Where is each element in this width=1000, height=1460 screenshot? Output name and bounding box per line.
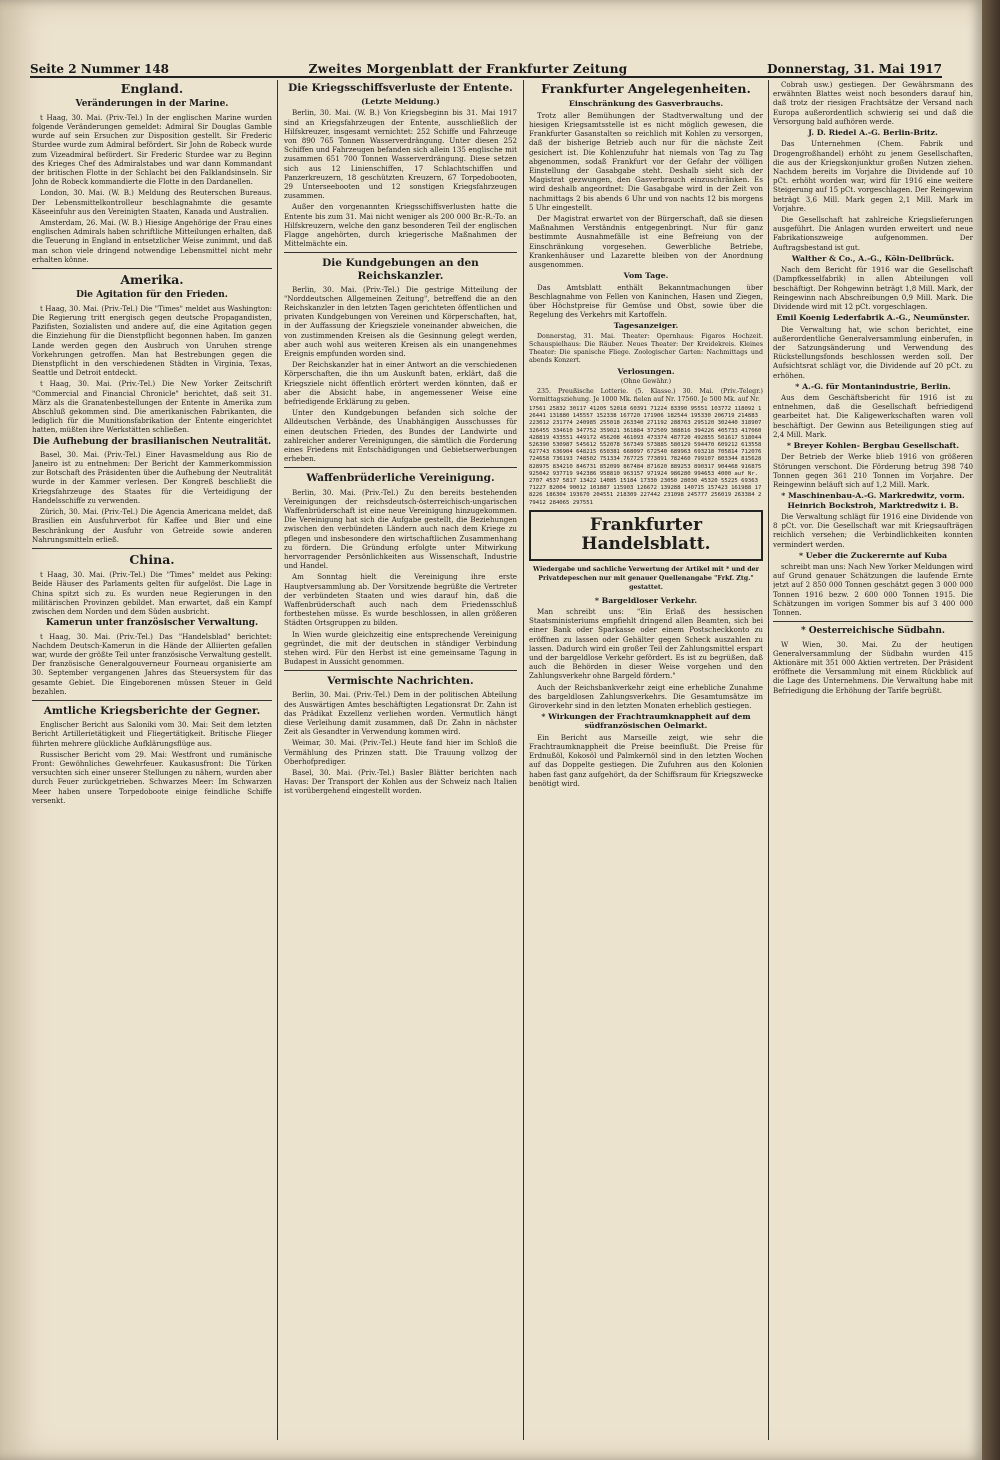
article-paragraph: London, 30. Mai. (W. B.) Meldung des Reuterschen Bureaus. Der Lebensmittelkontrolleur beschlagnahmte die gesamte Käseeinfuhr aus den Vereinigten Staaten, Kanada und Australien.: [32, 188, 272, 216]
article-heading: * Bargeldloser Verkehr.: [594, 595, 698, 605]
article-paragraph: Englischer Bericht aus Saloniki vom 30. Mai: Seit dem letzten Bericht Artillerietätigkeit und Fliegertätigkeit. Britische Flieger führten mehrere glückliche Aufklärungsflüge aus.: [32, 720, 272, 748]
article-heading: Kamerun unter französischer Verwaltung.: [45, 618, 259, 629]
article-paragraph: Man schreibt uns: "Ein Erlaß des hessischen Staatsministeriums empfiehlt dringend allen Beamten, sich bei einer Bank oder Sparkasse oder einem Postscheckkonto zu eröffnen zu lassen oder Gehälter gegen Scheck auszahlen zu lassen. Dadurch wird ein großer Teil der Zahlungsmittel erspart und der bargeldlose Verkehr gefördert. Es ist zu begrüßen, daß auch die Behörden in dieser Weise vorgehen und den Zahlungsverkehr ohne Bargeld fördern.": [529, 606, 763, 681]
column-rule: [768, 80, 769, 1440]
divider: [284, 467, 517, 468]
article-paragraph: 235. Preußische Lotterie. (5. Klasse.) 30. Mai. (Priv.-Telegr.) Vormittagsziehung. Je 1000 Mk. fielen auf Nr. 17560. Je 500 Mk. auf Nr.: [529, 388, 763, 404]
article-heading: J. D. Riedel A.-G. Berlin-Britz.: [808, 128, 938, 138]
article-paragraph: Auch der Reichsbankverkehr zeigt eine erhebliche Zunahme des bargeldlosen Zahlungsverkehrs. Die Gesamtumsätze im Giroverkehr sind in den letzten Monaten erheblich gestiegen.: [529, 682, 763, 710]
divider: [773, 621, 973, 622]
article-heading: Vom Tage.: [623, 271, 669, 281]
page-number: Seite 2 Nummer 148: [30, 62, 170, 76]
section-heading: Amtliche Kriegsberichte der Gegner.: [43, 705, 261, 718]
article-paragraph: Außer den vorgenannten Kriegsschiffsverlusten hatte die Entente bis zum 31. Mai nicht weniger als 200 000 Br.-R.-To. an Hilfskreuzern, welche den ganz besonderen Teil der englischen Flagge angehörten, durch kriegerische Maßnahmen der Mittelmächte ein.: [284, 202, 517, 249]
section-heading: China.: [129, 551, 175, 567]
article-paragraph: Trotz aller Bemühungen der Stadtverwaltung und der hiesigen Kriegsamtsstelle ist es nicht möglich gewesen, die Frankfurter Gasanstalten so reichlich mit Kohlen zu versorgen, daß der bisherige Betrieb auch nur für die nächste Zeit gesichert ist. Die Kohlenzufuhr hat niemals von Tag zu Tag abgenommen, sodaß Frankfurt vor der Gefahr der völligen Einstellung der Gasabgabe steht. Deshalb sieht sich der Magistrat gezwungen, den Gasverbrauch einzuschränken. Es wird deshalb angeordnet: Die Gasabgabe wird in der Zeit von nachmittags 2 bis abends 6 Uhr und von nachts 12 bis morgens 5 Uhr eingestellt.: [529, 110, 763, 212]
article-heading: * Ueber die Zuckerernte auf Kuba: [798, 550, 948, 560]
article-heading: Walther & Co., A.-G., Köln-Dellbrück.: [791, 253, 955, 263]
article-heading: * A.-G. für Montanindustrie, Berlin.: [795, 381, 951, 391]
section-masthead: Frankfurter Handelsblatt.: [529, 510, 763, 561]
reprint-note: Wiedergabe und sachliche Verwertung der Artikel mit * und der Privatdepeschen nur mit genauer Quellenangabe "Frkf. Ztg." gestattet.: [533, 565, 759, 592]
article-paragraph: Ein Bericht aus Marseille zeigt, wie sehr die Frachtraumknappheit die Preise beeinflußt. Die Preise für Erdnußöl, Kokosöl und Palmkernöl sind in den letzten Wochen auf das Doppelte gestiegen. Die Zufuhren aus den Kolonien haben fast ganz aufgehört, da der Schiffsraum für Kriegszwecke benötigt wird.: [529, 732, 763, 788]
article-heading: Tagesanzeiger.: [613, 321, 679, 331]
article-heading: Einschränkung des Gasverbrauchs.: [568, 99, 724, 109]
article-paragraph: Basel, 30. Mai. (Priv.-Tel.) Einer Havasmeldung aus Rio de Janeiro ist zu entnehmen: Der Bericht der Kammerkommission zur Botschaft des Präsidenten über die Aufhebung der Neutralität wurde in der Kammer verlesen. Der Kongreß beschließt die Kriegsfahrzeuge des Staates für die Verteidigung der Handelsschiffe zu verwenden.: [32, 449, 272, 505]
article-paragraph: Weimar, 30. Mai. (Priv.-Tel.) Heute fand hier im Schloß die Vermählung des Prinzen statt. Die Trauung vollzog der Oberhofprediger.: [284, 738, 517, 766]
article-paragraph: Unter den Kundgebungen befanden sich solche der Alldeutschen Verbände, des Unabhängigen Ausschusses für einen deutschen Frieden, des Bundes der Landwirte und zahlreicher anderer Vereinigungen, die sämtlich die Forderung eines Friedens mit Entschädigungen und Gebietserwerbungen erheben.: [284, 408, 517, 464]
article-paragraph: Zürich, 30. Mai. (Priv.-Tel.) Die Agencia Americana meldet, daß Brasilien ein Ausfuhrverbot für Kaffee und Bier und eine Beschränkung der Ausfuhr von Getreide sowie anderen Nahrungsmitteln erließ.: [32, 507, 272, 544]
article-heading: * Breyer Kohlen- Bergbau Gesellschaft.: [786, 441, 960, 451]
article-paragraph: Berlin, 30. Mai. (Priv.-Tel.) Zu den bereits bestehenden Vereinigungen der reichsdeutsch-österreichisch-ungarischen Waffenbrüderschaft ist eine neue Vereinigung hinzugekommen. Die Vereinigung hat sich die Aufgabe gestellt, die Beziehungen zwischen den verbündeten Ländern auch nach dem Kriege zu pflegen und insbesondere den wirtschaftlichen Zusammenhang zu fördern. Die Gründung erfolgte unter Mitwirkung hervorragender Persönlichkeiten aus Wissenschaft, Industrie und Handel.: [284, 487, 517, 571]
page-header: [30, 54, 942, 78]
article-paragraph: Aus dem Geschäftsbericht für 1916 ist zu entnehmen, daß die Gesellschaft befriedigend gearbeitet hat. Die Kaligewerkschaften waren voll beschäftigt. Der Gewinn aus Beteiligungen stieg auf 2,4 Mill. Mark.: [773, 393, 973, 439]
article-paragraph: Basel, 30. Mai. (Priv.-Tel.) Basler Blätter berichten nach Havas: Der Transport der Kohlen aus der Schweiz nach Italien ist vorübergehend eingestellt worden.: [284, 768, 517, 796]
article-paragraph: Berlin, 30. Mai. (Priv.-Tel.) Dem in der politischen Abteilung des Auswärtigen Amtes beschäftigten Legationsrat Dr. Zahn ist das Prädikat Exzellenz verliehen worden. Vermutlich hängt diese Verleihung damit zusammen, daß Dr. Zahn in nächster Zeit als Gesandter in Verwendung kommen wird.: [284, 690, 517, 737]
article-heading: Veränderungen in der Marine.: [75, 99, 229, 110]
article-paragraph: t Haag, 30. Mai. (Priv.-Tel.) In der englischen Marine wurden folgende Veränderungen gemeldet: Admiral Sir Douglas Gamble wurde auf sein Ersuchen zur Disposition gestellt. Sir Frederic Sturdee wurde zum Admiral befördert. Sir John de Robeck wurde zum Vizeadmiral befördert. Sir Frederic Sturdee war zu Beginn des Krieges Chef des Admiralstabes und war dann Kommandant der britischen Flotte in der Schlacht bei den Falklandsinseln. Sir John de Robeck kommandierte die Flotte in den Dardanellen.: [32, 112, 272, 187]
article-paragraph: Donnerstag, 31. Mai. Theater: Opernhaus: Figaros Hochzeit. Schauspielhaus: Die Räuber. Neues Theater: Der Kreidekreis. Kleines Theater: Die spanische Fliege. Zoologischer Garten: Nachmittags und abends Konzert.: [529, 332, 763, 364]
article-subnote: (Ohne Gewähr.): [620, 378, 672, 386]
article-paragraph: In Wien wurde gleichzeitig eine entsprechende Vereinigung gegründet, die mit der deutschen in ständiger Verbindung stehen wird. Für den Herbst ist eine gemeinsame Tagung in Budapest in Aussicht genommen.: [284, 629, 517, 667]
article-paragraph: Das Unternehmen (Chem. Fabrik und Drogengroßhandel) erhöht zu jenem Gesellschaften, die aus der Kriegskonjunktur großen Nutzen ziehen. Nachdem bereits im Vorjahre die Dividende auf 10 pCt. erhöht worden war, wird für 1916 eine weitere Steigerung auf 15 pCt. vorgeschlagen. Der Reingewinn beträgt 3,6 Mill. Mark gegen 2,1 Mill. Mark im Vorjahre.: [773, 139, 973, 213]
article-heading: Die Agitation für den Frieden.: [76, 290, 228, 301]
column-3: [529, 80, 763, 1450]
section-heading: Amerika.: [120, 271, 184, 287]
article-heading: * Wirkungen der Frachtraumknappheit auf dem südfranzösischen Oelmarkt.: [541, 712, 751, 731]
article-paragraph: Nach dem Bericht für 1916 war die Gesellschaft (Dampfkesselfabrik) in allen Abteilungen voll beschäftigt. Der Rohgewinn beträgt 1,8 Mill. Mark, der Reingewinn nach Abschreibungen 0,9 Mill. Mark. Die Dividende wird mit 12 pCt. vorgeschlagen.: [773, 265, 973, 311]
divider: [32, 700, 272, 701]
article-heading: Emil Koenig Lederfabrik A.-G., Neumünster.: [776, 313, 970, 323]
article-paragraph: Die Verwaltung hat, wie schon berichtet, eine außerordentliche Generalversammlung einberufen, in der Satzungsänderung und Verwendung des Rückstellungsfonds beschlossen werden soll. Der Aufsichtsrat schlägt vor, die Dividende auf 20 pCt. zu erhöhen.: [773, 324, 973, 380]
edition-title: Zweites Morgenblatt der Frankfurter Zeitung: [308, 62, 628, 76]
article-paragraph: t Haag, 30. Mai. (Priv.-Tel.) Das "Handelsblad" berichtet: Nachdem Deutsch-Kamerun in die Hände der Alliierten gefallen war, wurde der größte Teil unter französische Verwaltung gestellt. Der französische Generalgouverneur Fourneau organisierte am 30. September vergangenen Jahres das Steuersystem für das gesamte Gebiet. Die Eingeborenen müssen Steuer in Geld bezahlen.: [32, 631, 272, 696]
section-heading: Vermischte Nachrichten.: [327, 675, 474, 688]
section-heading: Waffenbrüderliche Vereinigung.: [306, 472, 495, 485]
article-paragraph: Der Reichskanzler hat in einer Antwort an die verschiedenen Körperschaften, die ihn um Auskunft baten, erklärt, daß die Kriegsziele nicht öffentlich erörtert werden könnten, daß er aber die Absicht habe, in angemessener Weise eine befriedigende Erklärung zu geben.: [284, 360, 517, 407]
article-paragraph: W Wien, 30. Mai. Zu der heutigen Generalversammlung der Südbahn wurden 415 Aktionäre mit 351 000 Aktien vertreten. Der Präsident eröffnete die Versammlung mit einem Rückblick auf die Lage des Unternehmens. Die Verwaltung habe mit Befriedigung die Erhöhung der Tarife begrüßt.: [773, 639, 973, 695]
lottery-number-list: 17561 25832 30117 41205 52018 60391 71224 83390 95551 103772 118092 126441 131880 145557 152338 167720 171906 182544 195330 206719 214883 223012 231774 240985 255018 263340 271192 288763 295120 302440 318907 326455 334610 347752 359021 361884 372509 388816 394226 405733 417060 428819 433551 449172 456208 461093 473374 487720 492855 501617 518044 526390 530987 545612 552078 567349 573885 580129 594470 609212 613558 627743 636904 648215 650381 668097 672540 689963 693218 705814 712076 724658 736193 748502 751334 767725 773891 782460 799107 803344 815628 828975 834210 846731 852099 867484 871620 889253 890317 904468 916875 925042 937719 942386 958810 963157 971924 986280 994653 4000 auf Nr. 2707 4537 5817 13422 14085 15184 17330 23050 28030 45320 55225 69363 71227 82004 90012 101887 115903 126672 139288 140715 157423 161988 178226 186304 193670 204551 218309 227442 231098 245777 256019 263384 279412 284065 297551: [529, 406, 762, 506]
book-binding-edge: [982, 0, 1000, 1460]
article-paragraph: Berlin, 30. Mai. (Priv.-Tel.) Die gestrige Mitteilung der "Norddeutschen Allgemeinen Zeitung", betreffend die an den Reichskanzler in den letzten Tagen gerichteten öffentlichen und privaten Kundgebungen von Vereinen und Körperschaften, hat, in der Auffassung der Kriegsziele voneinander abweichen, die von zustimmenden Kreisen als die Gesinnung gelegt werden, aber auch wohl aus weiteren Kreisen als ein unangenehmes Ereignis empfunden worden sind.: [284, 284, 517, 358]
article-paragraph: t Haag, 30. Mai. (Priv.-Tel.) Die "Times" meldet aus Peking: Beide Häuser des Parlaments gelten für aufgelöst. Die Lage in China spitzt sich zu. Es wurden neue Regierungen in den militärischen Provinzen gebildet. Man erwartet, daß ein Kampf zwischen dem Norden und dem Süden ausbricht.: [32, 570, 272, 617]
article-heading: * Oesterreichische Südbahn.: [800, 626, 946, 637]
issue-date: Donnerstag, 31. Mai 1917: [767, 62, 942, 76]
article-paragraph: Russischer Bericht vom 29. Mai: Westfront und rumänische Front: Gewöhnliches Gewehrfeuer. Kaukasusfront: Die Türken versuchten sich einer unserer Stellungen zu nähern, wurden aber durch Feuer zurückgetrieben. Schwarzes Meer: Im Schwarzen Meer haben unsere Torpedoboote einige feindliche Schiffe versenkt.: [32, 749, 272, 805]
article-heading: Die Aufhebung der brasilianischen Neutralität.: [32, 436, 272, 447]
column-1: [32, 80, 272, 1450]
article-paragraph: Amsterdam, 26. Mai. (W. B.) Hiesige Angehörige der Frau eines englischen Admirals haben schriftliche Mitteilungen erhalten, daß die Teuerung in England in entsetzlicher Weise zunimmt, und daß man schon viele dringend notwendige Lebensmittel nicht mehr erhalten könne.: [32, 217, 272, 264]
article-paragraph: Der Betrieb der Werke blieb 1916 von größeren Störungen verschont. Die Förderung betrug 398 740 Tonnen gegen 361 210 Tonnen im Vorjahre. Der Reingewinn beläuft sich auf 1,2 Mill. Mark.: [773, 452, 973, 490]
article-paragraph: Das Amtsblatt enthält Bekanntmachungen über Beschlagnahme von Fellen von Kaninchen, Hasen und Ziegen, über Höchstpreise für Gemüse und Obst, sowie über die Regelung des Verkehrs mit Kartoffeln.: [529, 282, 763, 320]
article-paragraph: Die Verwaltung schlägt für 1916 eine Dividende von 8 pCt. vor. Die Gesellschaft war mit Kriegsaufträgen reichlich versehen; die Verbindlichkeiten konnten vermindert werden.: [773, 511, 973, 549]
article-paragraph: t Haag, 30. Mai. (Priv.-Tel.) Die New Yorker Zeitschrift "Commercial and Financial Chronicle" berichtet, daß seit 31. März als die Granatenbestellungen der Entente in Amerika zum Abschluß gekommen sind. Die amerikanischen Fabrikanten, die lediglich für die Munitionsfabrikation der Entente eingerichtet hatten, müßten ihre Werkstätten schließen.: [32, 379, 272, 435]
article-paragraph: Der Magistrat erwartet von der Bürgerschaft, daß sie diesen Maßnahmen Verständnis entgegenbringt. Nur für ganz bestimmte Ausnahmefälle ist eine Befreiung von der Einschränkung vorgesehen. Gewerbliche Betriebe, Krankenhäuser und Lazarette bleiben von der Anordnung ausgenommen.: [529, 213, 763, 269]
divider: [284, 670, 517, 671]
article-paragraph: Am Sonntag hielt die Vereinigung ihre erste Hauptversammlung ab. Der Vorsitzende begrüßte die Vertreter der verbündeten Staaten und wies darauf hin, daß die Waffenbrüderschaft auch nach dem Friedensschluß fortbestehen müsse. Es wurde beschlossen, in allen größeren Städten Ortsgruppen zu bilden.: [284, 572, 517, 628]
column-rule: [523, 80, 524, 1440]
column-2: [284, 80, 517, 1450]
column-4: [773, 80, 973, 1450]
column-rule: [277, 80, 278, 1440]
section-heading: Die Kriegsschiffsverluste der Entente.: [288, 82, 513, 94]
section-heading: England.: [120, 81, 184, 96]
article-heading: * Maschinenbau-A.-G. Markredwitz, vorm. Heinrich Bockstroh, Marktredwitz i. B.: [781, 491, 965, 510]
divider: [284, 252, 517, 253]
article-paragraph: Berlin, 30. Mai. (W. B.) Von Kriegsbeginn bis 31. Mai 1917 sind an Kriegsfahrzeugen der Entente, ausschließlich der Hilfskreuzer, insgesamt vernichtet: 252 Schiffe und Fahrzeuge von 890 765 Tonnen Wasserverdrängung. Unter diesen 252 Schiffen und Fahrzeugen befanden sich allein 135 englische mit zusammen 651 700 Tonnen Wasserverdrängung. Diese setzen sich aus 12 Linienschiffen, 17 Schlachtschiffen und Panzerkreuzern, 18 geschützten Kreuzern, 67 Torpedobooten, 29 Unterseebooten und 12 sonstigen Kriegsfahrzeugen zusammen.: [284, 108, 517, 201]
article-heading: Verlosungen.: [617, 366, 675, 376]
article-paragraph: t Haag, 30. Mai. (Priv.-Tel.) Die "Times" meldet aus Washington: Die Regierung tritt energisch gegen deutsche Propagandisten, Pazifisten, Sozialisten und andere auf, die eine Agitation gegen die Einziehung für die Dienstpflicht begonnen haben. Im ganzen Lande werden gegen den Ausbruch von Unruhen strenge Vorkehrungen getroffen. Man hat Bestrebungen gegen die Dienstpflicht in den verschiedenen Städten in Virginia, Texas, Seattle und Detroit entdeckt.: [32, 303, 272, 378]
article-paragraph: Cobrah usw.) gestiegen. Der Gewährsmann des erwähnten Blattes weist noch besonders darauf hin, daß trotz der riesigen Frachtsätze der Versand nach Europa außerordentlich schwierig sei und daß die Versorgung bald aufhören werde.: [773, 80, 973, 126]
divider: [32, 268, 272, 269]
article-subnote: (Letzte Meldung.): [361, 97, 440, 107]
article-paragraph: schreibt man uns: Nach New Yorker Meldungen wird auf Grund genauer Schätzungen die laufende Ernte jetzt auf 2 850 000 Tonnen geschätzt gegen 3 000 000 Tonnen 1916 bezw. 2 600 000 Tonnen 1915. Die Schätzungen im vorigen Sommer bis auf 3 400 000 Tonnen.: [773, 562, 973, 618]
section-heading: Frankfurter Angelegenheiten.: [541, 81, 751, 96]
section-heading: Die Kundgebungen an den Reichskanzler.: [322, 257, 479, 282]
article-paragraph: Die Gesellschaft hat zahlreiche Kriegslieferungen ausgeführt. Die Anlagen wurden erweitert und neue Fabrikationszweige aufgenommen. Der Auftragsbestand ist gut.: [773, 214, 973, 252]
divider: [32, 548, 272, 549]
